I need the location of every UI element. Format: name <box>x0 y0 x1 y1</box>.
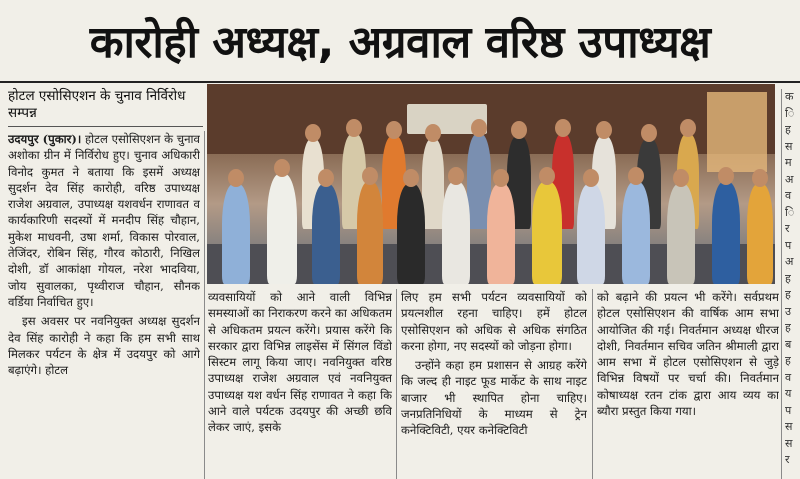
edge-text-fragment: ह <box>785 288 791 301</box>
column-4-paragraph-1: को बढ़ाने की प्रयत्न भी करेंगे। सर्वप्रथम होटल एसोसिएशन की वार्षिक आम सभा आयोजित की गई। निवर्तमान अध्यक्ष धीरज दोशी, निवर्तमान सचिव जतिन श्रीमाली द्वारा आम सभा में होटल एसोसिएशन से जुड़े विभिन्न विषयों पर चर्चा की। निवर्तमान कोषाध्यक्ष रतन टांक द्वारा आय व्यय का ब्यौरा प्रस्तुत किया गया। <box>597 290 779 419</box>
edge-text-fragment: क <box>785 90 794 103</box>
person-figure <box>312 184 340 284</box>
person-figure <box>442 182 470 284</box>
headline: कारोही अध्यक्ष, अग्रवाल वरिष्ठ उपाध्यक्ष <box>89 17 711 68</box>
headline-rule <box>0 81 800 83</box>
column-1-paragraph-1-text: होटल एसोसिएशन के चुनाव अशोका ग्रीन में निर्विरोध हुए। चुनाव अधिकारी विनोद कुमत ने बताया कि इसमें अध्यक्ष सुदर्शन देव सिंह कारोही, वरिष्ठ उपाध्यक्ष राजेश अग्रवाल, उपाध्यक्ष यशवर्धन राणावत व कार्यकारिणी सदस्यों में मनदीप सिंह चौहान, मुकेश माधवनी, उषा शर्मा, विकास पोरवाल, तेजिंदर, रोबिन सिंह, गौरव कोठारी, निखिल दोशी, डॉ आकांक्षा गोयल, नरेश भादविया, जोय सुवालका, पृथ्वीराज चौहान, सौनक वर्डिया निर्वाचित हुए। <box>8 132 200 309</box>
edge-text-fragment: ि <box>785 106 795 120</box>
person-figure <box>667 184 695 284</box>
article-column-3 <box>401 289 587 479</box>
person-figure <box>222 184 250 284</box>
edge-text-fragment: अ <box>785 172 794 186</box>
person-figure <box>577 184 605 284</box>
edge-text-fragment: म <box>785 156 792 169</box>
column-1-paragraph-1 <box>8 131 200 310</box>
column-1-paragraph-2: इस अवसर पर नवनियुक्त अध्यक्ष सुदर्शन देव सिंह कारोही ने कहा कि हम सभी साथ मिलकर पर्यटन के क्षेत्र में उदयपुर को आगे बढ़ाएंगे। होटल <box>8 314 200 378</box>
edge-text-fragment: र <box>785 453 790 466</box>
edge-text-fragment: स <box>785 420 793 433</box>
edge-text-fragment: ह <box>785 354 791 367</box>
edge-text-fragment: व <box>785 370 792 384</box>
column-divider <box>204 131 205 479</box>
edge-text-fragment: र <box>785 222 790 235</box>
person-figure <box>622 182 650 284</box>
column-divider <box>592 289 593 479</box>
person-figure <box>747 184 773 284</box>
person-figure <box>267 174 297 284</box>
edge-text-fragment: प <box>785 238 792 252</box>
column-3-paragraph-1: लिए हम सभी पर्यटन व्यवसायियों को प्रयत्नशील रहना चाहिए। हमें होटल एसोसिएशन को अधिक से अधिक संगठित करना होगा, नए सदस्यों को जोड़ना होगा। <box>401 290 587 353</box>
article-column-1 <box>8 131 200 479</box>
adjacent-article-edge <box>781 89 800 479</box>
edge-text-fragment: य <box>785 387 792 400</box>
subheadline: होटल एसोसिएशन के चुनाव निर्विरोध सम्पन्न <box>8 88 186 121</box>
group-photo <box>207 84 775 284</box>
column-divider <box>396 289 397 479</box>
photo-decoration <box>707 92 767 172</box>
subheadline-rule <box>8 126 203 127</box>
edge-text-fragment: व <box>785 189 792 202</box>
article-column-4 <box>597 289 779 479</box>
edge-text-fragment: ह <box>785 271 791 285</box>
edge-text-fragment: उ <box>785 304 792 318</box>
person-figure <box>532 182 562 284</box>
edge-text-fragment: ह <box>785 321 791 334</box>
edge-text-fragment: स <box>785 436 793 450</box>
person-figure <box>712 182 740 284</box>
edge-text-fragment: ह <box>785 123 791 136</box>
edge-text-fragment: स <box>785 139 793 153</box>
dateline: उदयपुर (पुकार)। <box>8 132 82 146</box>
person-figure <box>487 184 515 284</box>
edge-text-fragment: प <box>785 403 792 417</box>
person-figure <box>397 184 425 284</box>
person-figure <box>357 182 383 284</box>
person-figure <box>422 139 444 229</box>
edge-text-fragment: ब <box>785 337 792 351</box>
edge-text-fragment: ि <box>785 205 795 219</box>
edge-text-fragment: अ <box>785 255 794 268</box>
article-column-2 <box>208 289 392 479</box>
column-2-paragraph-1: व्यवसायियों को आने वाली विभिन्न समस्याओं का निराकरण करने का अधिकतम से अधिकतम प्रयत्न करेंगे। प्रयास करेंगे कि सरकार द्वारा विभिन्न लाइसेंस में सिंगल विंडो सिस्टम लागू किया जाए। नवनियुक्त वरिष्ठ उपाध्यक्ष राजेश अग्रवाल एवं नवनियुक्त उपाध्यक्ष यश वर्धन सिंह राणावत ने कहा कि आने वाले पर्यटक उदयपुर की अच्छी छवि लेकर जाएं, इसके <box>208 290 392 435</box>
column-3-paragraph-2: उन्होंने कहा हम प्रशासन से आग्रह करेंगे कि जल्द ही नाइट फूड मार्केट के साथ नाइट बाजार भी स्थापित होना चाहिए। जनप्रतिनिधियों के माध्यम से ट्रेन कनेक्टिविटी, एयर कनेक्टिविटी <box>401 358 587 438</box>
